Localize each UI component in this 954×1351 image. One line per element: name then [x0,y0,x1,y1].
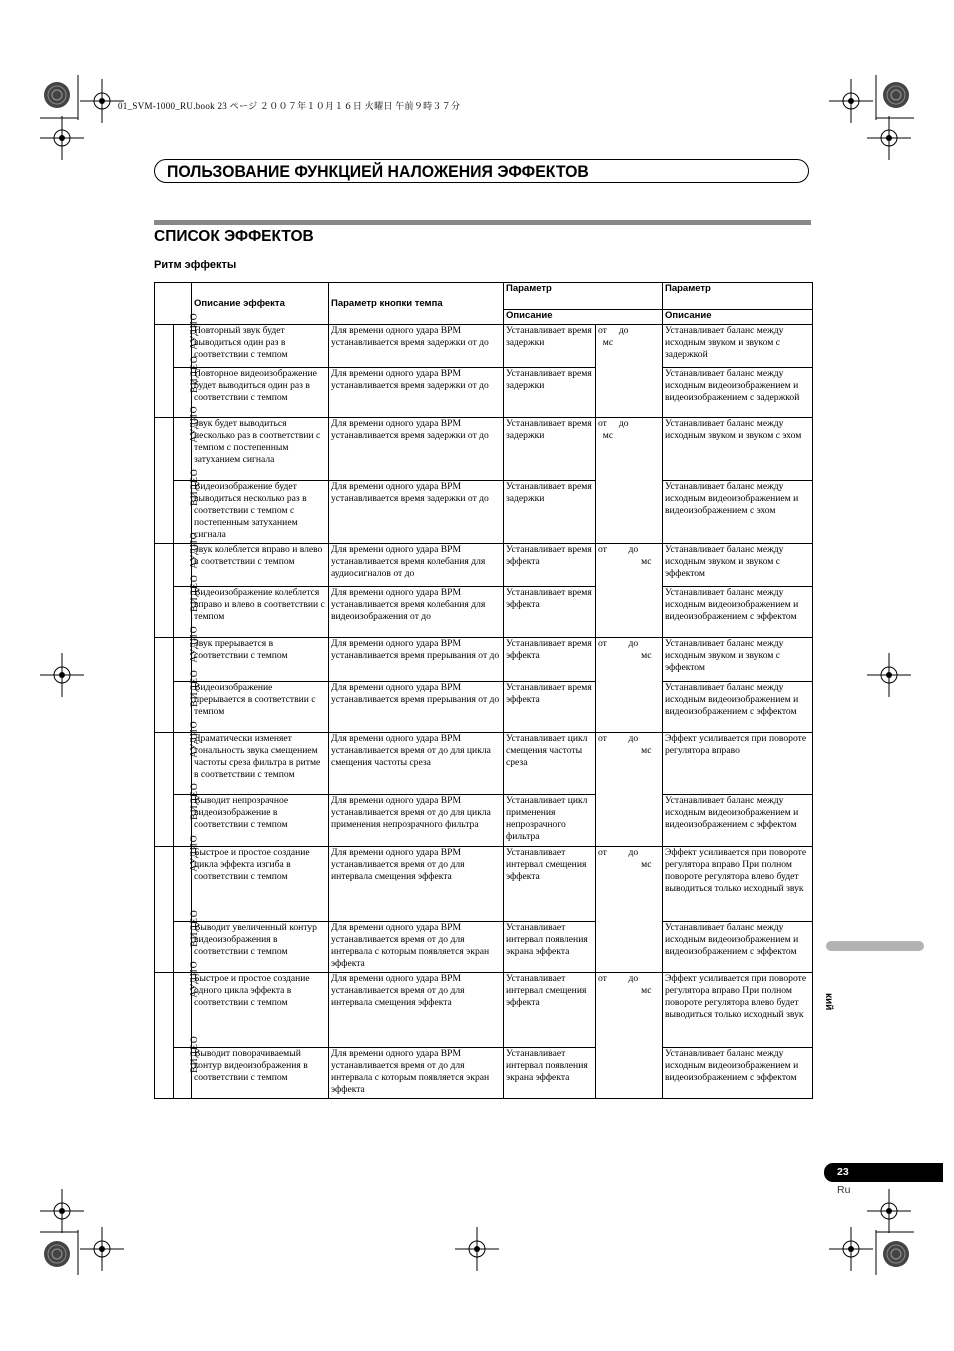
effect-description-cell: Выводит непрозрачное видеоизображение в соответствии с темпом [192,795,329,847]
media-type-label: АУДИО [188,625,200,663]
media-type-label: ВИДЕО [188,1035,200,1073]
table-row [155,418,813,481]
media-type-label: АУДИО [188,960,200,998]
effect-description-cell: Драматически изменяет тональность звука смещением частоты среза фильтра в ритме в соответствии с темпом [192,733,329,795]
header-param2-desc: Описание [663,310,813,325]
effect-description-cell: Быстрое и простое создание цикла эффекта изгиба в соответствии с темпом [192,847,329,922]
param2-description-cell: Устанавливает баланс между исходным видеоизображением и видеоизображением с задержкой [663,368,813,418]
param1-description-cell: Устанавливает время эффекта [504,638,596,682]
effect-name-cell [155,418,174,544]
media-type-label: АУДИО [188,531,200,569]
effect-description-cell: Видеоизображение колеблется вправо и влево в соответствии с темпом [192,587,329,638]
page-number-badge [824,1163,943,1182]
media-type-label: АУДИО [188,720,200,758]
param1-description-cell: Устанавливает интервал появления экрана эффекта [504,922,596,973]
table-row [155,922,813,973]
effect-description-cell: Выводит увеличенный контур видеоизображения в соответствии с темпом [192,922,329,973]
effect-description-cell: Звук прерывается в соответствии с темпом [192,638,329,682]
table-row [155,682,813,733]
param1-range-cell: от до мс [596,325,663,418]
table-row [155,481,813,544]
table-row [155,368,813,418]
media-type-label: ВИДЕО [188,782,200,820]
media-type-label: ВИДЕО [188,468,200,506]
tempo-param-cell: Для времени одного удара BPM устанавливается время задержки от до [329,481,504,544]
param1-description-cell: Устанавливает цикл смещения частоты среза [504,733,596,795]
param1-description-cell: Устанавливает время задержки [504,368,596,418]
table-row [155,973,813,1048]
param2-description-cell: Устанавливает баланс между исходным звуком и звуком с эхом [663,418,813,481]
tempo-param-cell: Для времени одного удара BPM устанавливается время от до для интервала смещения эффекта [329,973,504,1048]
header-param1-desc: Описание [504,310,663,325]
param2-description-cell: Устанавливает баланс между исходным звуком и звуком с эффектом [663,638,813,682]
table-row [155,638,813,682]
header-param2: Параметр [663,283,813,310]
param2-description-cell: Эффект усиливается при повороте регулятора вправо [663,733,813,795]
tempo-param-cell: Для времени одного удара BPM устанавливается время от до для интервала с которым появляется экран эффекта [329,922,504,973]
effects-table [154,282,813,1099]
tempo-param-cell: Для времени одного удара BPM устанавливается время задержки от до [329,325,504,368]
table-row [155,325,813,368]
tempo-param-cell: Для времени одного удара BPM устанавливается время прерывания от до [329,682,504,733]
tempo-param-cell: Для времени одного удара BPM устанавливается время задержки от до [329,368,504,418]
param2-description-cell: Устанавливает баланс между исходным звуком и звуком с задержкой [663,325,813,368]
param1-range-cell: от до мс [596,544,663,638]
param1-description-cell: Устанавливает время задержки [504,481,596,544]
effect-description-cell: Звук колеблется вправо и влево в соответствии с темпом [192,544,329,587]
header-tempo-param: Параметр кнопки темпа [329,283,504,325]
param1-range-cell: от до мс [596,733,663,847]
effect-description-cell: Выводит поворачиваемый контур видеоизображения в соответствии с темпом [192,1048,329,1099]
param1-description-cell: Устанавливает время задержки [504,418,596,481]
effect-name-cell [155,638,174,733]
table-row [155,733,813,795]
effect-description-cell: Повторный звук будет выводиться один раз в соответствии с темпом [192,325,329,368]
param2-description-cell: Устанавливает баланс между исходным видеоизображением и видеоизображением с эффектом [663,1048,813,1099]
media-type-label: ВИДЕО [188,355,200,393]
table-row [155,544,813,587]
param1-range-cell: от до мс [596,638,663,733]
side-chapter-label: кий [823,993,834,1011]
effect-name-cell [155,733,174,847]
effect-description-cell: Звук будет выводиться несколько раз в соответствии с темпом с постепенным затуханием сигнала [192,418,329,481]
tempo-param-cell: Для времени одного удара BPM устанавливается время колебания для аудиосигналов от до [329,544,504,587]
param2-description-cell: Устанавливает баланс между исходным видеоизображением и видеоизображением с эффектом [663,587,813,638]
tempo-param-cell: Для времени одного удара BPM устанавливается время от до для интервала с которым появляется экран эффекта [329,1048,504,1099]
effect-description-cell: Видеоизображение будет выводиться несколько раз в соответствии с темпом с постепенным затуханием сигнала [192,481,329,544]
tempo-param-cell: Для времени одного удара BPM устанавливается время от до для цикла смещения частоты среза [329,733,504,795]
tempo-param-cell: Для времени одного удара BPM устанавливается время колебания для видеоизображения от до [329,587,504,638]
header-param1: Параметр [504,283,663,310]
param2-description-cell: Устанавливает баланс между исходным видеоизображением и видеоизображением с эффектом [663,922,813,973]
chapter-title-box [154,159,809,183]
param2-description-cell: Устанавливает баланс между исходным видеоизображением и видеоизображением с эхом [663,481,813,544]
param1-range-cell: от до мс [596,418,663,544]
param1-description-cell: Устанавливает интервал смещения эффекта [504,973,596,1048]
param1-range-cell: от до мс [596,847,663,973]
param2-description-cell: Устанавливает баланс между исходным видеоизображением и видеоизображением с эффектом [663,682,813,733]
param2-description-cell: Устанавливает баланс между исходным звуком и звуком с эффектом [663,544,813,587]
table-row [155,847,813,922]
effect-name-cell [155,847,174,973]
header-blank [155,283,192,325]
table-row [155,795,813,847]
language-code: Ru [837,1184,851,1196]
table-row [155,1048,813,1099]
section-title: СПИСОК ЭФФЕКТОВ [154,228,314,245]
effect-name-cell [155,973,174,1099]
param2-description-cell: Эффект усиливается при повороте регулятора вправо При полном повороте регулятора влево будет выводиться только исходный звук [663,847,813,922]
param1-description-cell: Устанавливает время эффекта [504,682,596,733]
print-header-line: 01_SVM-1000_RU.book 23 ページ ２００７年１０月１６日 火曜日 午前９時３７分 [118,101,461,111]
media-type-label: АУДИО [188,312,200,350]
effect-name-cell [155,544,174,638]
param2-description-cell: Устанавливает баланс между исходным видеоизображением и видеоизображением с эффектом [663,795,813,847]
tempo-param-cell: Для времени одного удара BPM устанавливается время прерывания от до [329,638,504,682]
media-type-label: АУДИО [188,405,200,443]
effect-description-cell: Повторное видеоизображение будет выводиться один раз в соответствии с темпом [192,368,329,418]
tempo-param-cell: Для времени одного удара BPM устанавливается время от до для интервала смещения эффекта [329,847,504,922]
tempo-param-cell: Для времени одного удара BPM устанавливается время от до для цикла применения непрозрачного фильтра [329,795,504,847]
media-type-label: ВИДЕО [188,909,200,947]
param1-description-cell: Устанавливает интервал смещения эффекта [504,847,596,922]
param1-range-cell: от до мс [596,973,663,1099]
media-type-cell [174,1035,200,1099]
tempo-param-cell: Для времени одного удара BPM устанавливается время задержки от до [329,418,504,481]
header-description: Описание эффекта [192,283,329,325]
param2-description-cell: Эффект усиливается при повороте регулятора вправо При полном повороте регулятора влево будет выводиться только исходный звук [663,973,813,1048]
chapter-title: ПОЛЬЗОВАНИЕ ФУНКЦИЕЙ НАЛОЖЕНИЯ ЭФФЕКТОВ [167,163,589,181]
media-type-label: ВИДЕО [188,574,200,612]
subsection-title: Ритм эффекты [154,259,237,271]
param1-description-cell: Устанавливает время задержки [504,325,596,368]
param1-description-cell: Устанавливает время эффекта [504,544,596,587]
effect-name-cell [155,325,174,418]
chapter-tab-marker [826,941,924,951]
effect-description-cell: Видеоизображение прерывается в соответствии с темпом [192,682,329,733]
media-type-label: ВИДЕО [188,669,200,707]
section-rule [154,220,811,225]
param1-description-cell: Устанавливает интервал появления экрана эффекта [504,1048,596,1099]
param1-description-cell: Устанавливает цикл применения непрозрачного фильтра [504,795,596,847]
table-row [155,587,813,638]
effect-description-cell: Быстрое и простое создание одного цикла эффекта в соответствии с темпом [192,973,329,1048]
page-number: 23 [837,1166,849,1178]
param1-description-cell: Устанавливает время эффекта [504,587,596,638]
media-type-label: АУДИО [188,834,200,872]
